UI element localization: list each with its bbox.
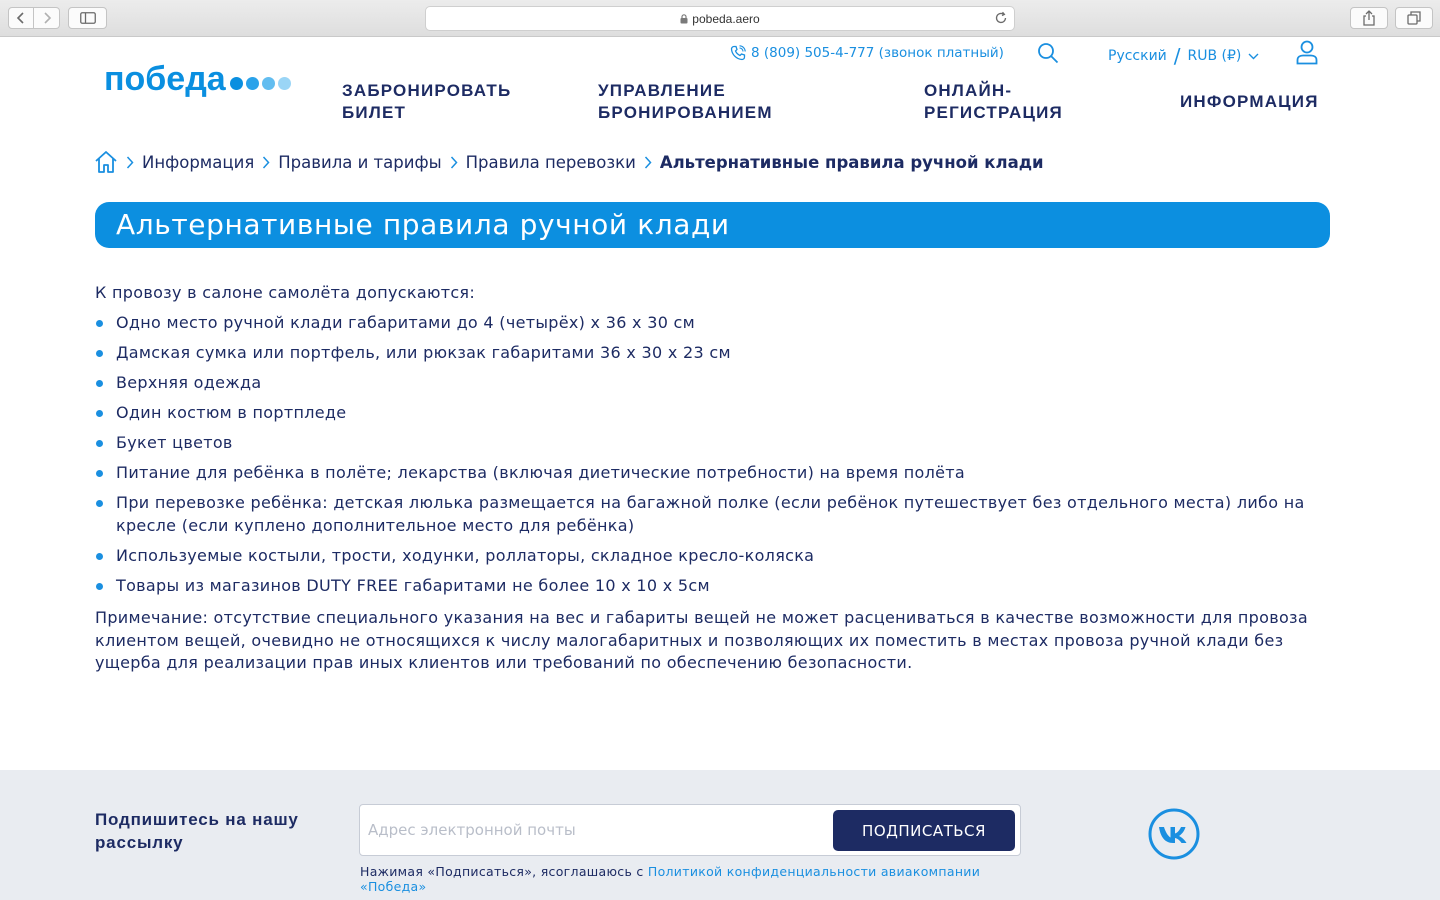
separator: / [1173, 44, 1181, 68]
newsletter-form [359, 804, 1021, 856]
bullet [96, 553, 103, 560]
pobeda-logo[interactable] [104, 62, 294, 96]
privacy-policy-link[interactable]: Политикой конфиденциальности авиакомпании «Победа» [360, 864, 981, 894]
nav-information[interactable] [1180, 91, 1319, 113]
list-item [95, 432, 1310, 455]
breadcrumb [94, 150, 1044, 174]
bullet [96, 583, 103, 590]
consent-text [360, 864, 1000, 894]
bullet [96, 380, 103, 387]
main-content [95, 282, 1310, 675]
list-item-text: Верхняя одежда [116, 373, 262, 392]
list-item [95, 372, 1310, 395]
tabs-icon [1407, 11, 1421, 25]
logo-dot [230, 77, 243, 90]
breadcrumb-link-information[interactable]: Информация [142, 152, 255, 172]
nav-label-line: УПРАВЛЕНИЕ [598, 81, 726, 100]
breadcrumb-link-rules-tariffs[interactable]: Правила и тарифы [278, 152, 442, 172]
breadcrumb-link-carriage-rules[interactable]: Правила перевозки [465, 152, 636, 172]
list-item-text: Питание для ребёнка в полёте; лекарства (включая диетические потребности) на время полёта [116, 463, 966, 482]
nav-label-line: ОНЛАЙН- [924, 81, 1013, 100]
nav-label-line: РЕГИСТРАЦИЯ [924, 103, 1063, 122]
list-item [95, 575, 1310, 598]
back-button[interactable] [8, 7, 34, 29]
logo-text: победа [104, 60, 226, 98]
consent-prefix: Нажимая «Подписаться», ясоглашаюсь с [360, 864, 648, 879]
sidebar-toggle-button[interactable] [68, 7, 107, 29]
browser-toolbar [0, 0, 1440, 37]
chevron-right-icon [644, 156, 652, 169]
list-item-text: Дамская сумка или портфель, или рюкзак габаритами 36 х 30 х 23 см [116, 343, 731, 362]
note-text: Примечание: отсутствие специального указания на вес и габариты вещей не может расцениваться в качестве возможности для провоза клиентом вещей, очевидно не относящихся к числу малогабаритных и позволяющих их поместить в местах провоза ручной клади без ущерба для реализации прав иных клиентов или требований по обеспечению безопасности. [95, 608, 1308, 672]
chevron-down-icon [1248, 53, 1259, 60]
history-nav [8, 7, 60, 29]
list-item-text: Товары из магазинов DUTY FREE габаритами не более 10 х 10 х 5см [116, 575, 710, 595]
list-item-text: При перевозке ребёнка: детская люлька размещается на багажной полке (если ребёнок путешествует без отдельного места) либо на кресле (если куплено дополнительное место для ребёнка) [116, 493, 1305, 535]
list-item [95, 545, 1310, 568]
email-field[interactable] [368, 815, 828, 845]
newsletter-label: Подпишитесь на нашу рассылку [95, 810, 299, 852]
list-item [95, 402, 1310, 425]
chevron-right-icon [126, 156, 134, 169]
search-icon[interactable] [1037, 42, 1059, 64]
allowed-items-list [95, 312, 1310, 597]
list-item-text: Букет цветов [116, 433, 233, 452]
logo-dot [278, 77, 291, 90]
list-item-text: Используемые костыли, трости, ходунки, роллаторы, складное кресло-коляска [116, 545, 815, 565]
share-icon [1362, 10, 1376, 26]
sidebar-icon [80, 12, 96, 24]
vk-icon[interactable] [1148, 808, 1200, 860]
phone-number: 8 (809) 505-4-777 (звонок платный) [751, 45, 1004, 61]
chevron-left-icon [16, 12, 26, 24]
breadcrumb-current: Альтернативные правила ручной клади [659, 152, 1044, 172]
url-text: pobeda.aero [692, 11, 760, 26]
language-currency-selector[interactable] [1108, 44, 1259, 68]
home-icon[interactable] [94, 150, 118, 174]
intro-text: К провозу в салоне самолёта допускаются: [95, 283, 476, 302]
share-button[interactable] [1350, 7, 1388, 29]
list-item [95, 462, 1310, 485]
address-bar[interactable] [425, 6, 1015, 31]
page-title-banner [95, 202, 1330, 248]
list-item [95, 342, 1310, 365]
list-item-text: Одно место ручной клади габаритами до 4 (четырёх) х 36 х 30 см [116, 313, 696, 332]
nav-label-line: ИНФОРМАЦИЯ [1180, 92, 1319, 111]
phone-icon [730, 45, 746, 61]
nav-label-line: БИЛЕТ [342, 103, 407, 122]
bullet [96, 470, 103, 477]
page-title: Альтернативные правила ручной клади [116, 208, 730, 241]
subscribe-button[interactable]: ПОДПИСАТЬСЯ [833, 810, 1015, 851]
nav-manage-booking[interactable] [598, 80, 773, 124]
bullet [96, 410, 103, 417]
bullet [96, 440, 103, 447]
currency-label[interactable]: RUB (₽) [1187, 48, 1242, 64]
show-tabs-button[interactable] [1395, 7, 1433, 29]
nav-label-line: БРОНИРОВАНИЕМ [598, 103, 773, 122]
logo-dot [262, 77, 275, 90]
list-item [95, 492, 1310, 537]
bullet [96, 320, 103, 327]
forward-button[interactable] [34, 7, 60, 29]
lock-icon [680, 14, 688, 24]
logo-dot [246, 77, 259, 90]
nav-online-checkin[interactable] [924, 80, 1063, 124]
bullet [96, 500, 103, 507]
chevron-right-icon [42, 12, 52, 24]
list-item [95, 312, 1310, 335]
chevron-right-icon [262, 156, 270, 169]
footer [0, 770, 1440, 900]
reload-icon[interactable] [994, 11, 1008, 25]
language-label[interactable]: Русский [1108, 48, 1167, 64]
nav-book-ticket[interactable] [342, 80, 511, 124]
chevron-right-icon [450, 156, 458, 169]
user-icon[interactable] [1296, 40, 1318, 65]
list-item-text: Один костюм в портпледе [116, 403, 347, 422]
logo-dots [230, 77, 294, 90]
bullet [96, 350, 103, 357]
phone-link[interactable] [730, 45, 1004, 61]
nav-label-line: ЗАБРОНИРОВАТЬ [342, 81, 512, 100]
